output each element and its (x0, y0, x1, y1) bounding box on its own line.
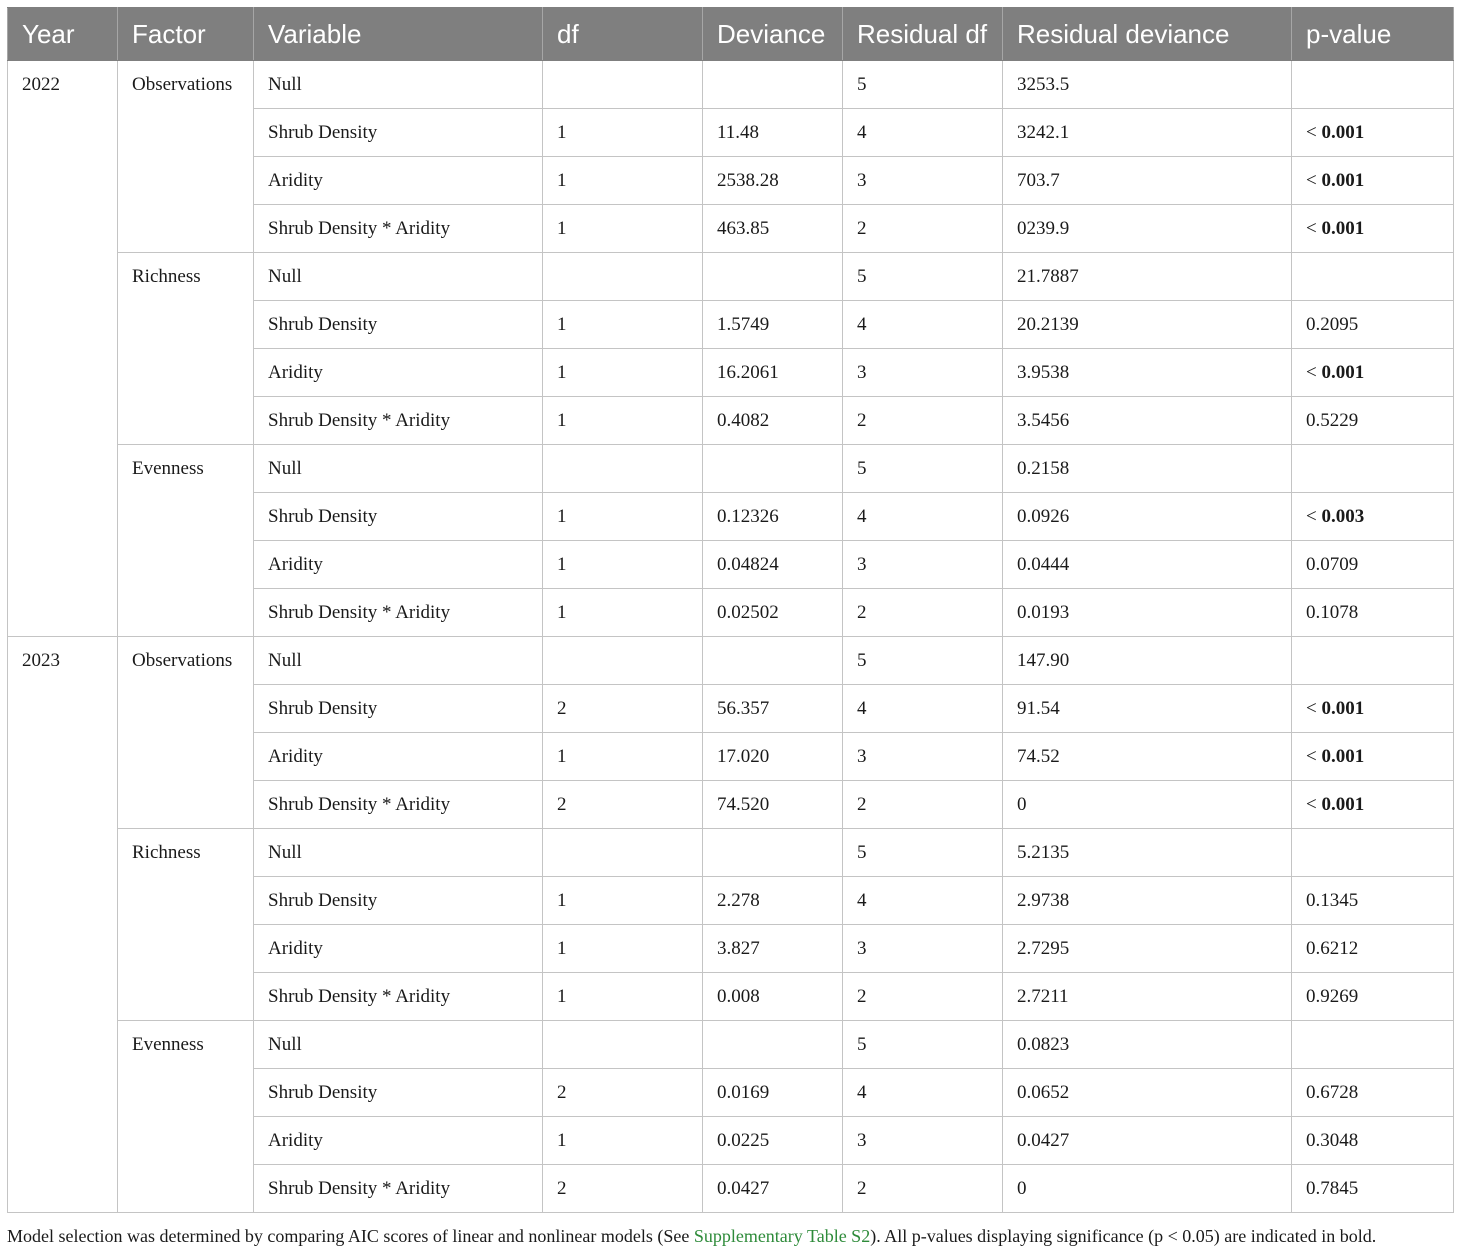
deviance-cell (703, 445, 843, 493)
variable-cell: Shrub Density (254, 877, 543, 925)
table-row (8, 637, 1454, 685)
p-value-cell: 0.1078 (1292, 589, 1454, 637)
deviance-cell: 2538.28 (703, 157, 843, 205)
variable-cell: Null (254, 61, 543, 109)
anova-table (7, 7, 1454, 1213)
less-than-sign: < (1306, 121, 1322, 143)
p-value-cell: 0.3048 (1292, 1117, 1454, 1165)
header-deviance: Deviance (703, 8, 843, 61)
deviance-cell (703, 1021, 843, 1069)
df-cell: 1 (543, 925, 703, 973)
less-than-sign: < (1306, 745, 1322, 767)
residual-df-cell: 3 (843, 157, 1003, 205)
residual-df-cell: 2 (843, 973, 1003, 1021)
residual-deviance-cell: 703.7 (1003, 157, 1292, 205)
p-value-cell (1292, 781, 1454, 829)
deviance-cell: 0.04824 (703, 541, 843, 589)
df-cell: 1 (543, 973, 703, 1021)
deviance-cell: 0.0427 (703, 1165, 843, 1213)
deviance-cell: 0.4082 (703, 397, 843, 445)
variable-cell: Shrub Density * Aridity (254, 973, 543, 1021)
residual-deviance-cell: 2.9738 (1003, 877, 1292, 925)
deviance-cell: 3.827 (703, 925, 843, 973)
p-value-cell: 0.0709 (1292, 541, 1454, 589)
p-value-significant: 0.001 (1321, 217, 1365, 239)
header-residual-deviance: Residual deviance (1003, 8, 1292, 61)
residual-deviance-cell: 3.5456 (1003, 397, 1292, 445)
p-value-significant: 0.001 (1321, 745, 1365, 767)
p-value-cell (1292, 445, 1454, 493)
df-cell: 1 (543, 349, 703, 397)
residual-df-cell: 4 (843, 877, 1003, 925)
table-row (8, 829, 1454, 877)
variable-cell: Shrub Density (254, 685, 543, 733)
deviance-cell: 463.85 (703, 205, 843, 253)
residual-df-cell: 3 (843, 733, 1003, 781)
deviance-cell (703, 61, 843, 109)
residual-deviance-cell: 0.0652 (1003, 1069, 1292, 1117)
factor-cell: Richness (118, 829, 254, 1021)
residual-deviance-cell: 0.0926 (1003, 493, 1292, 541)
residual-df-cell: 5 (843, 637, 1003, 685)
header-factor: Factor (118, 8, 254, 61)
p-value-significant: 0.003 (1321, 505, 1365, 527)
df-cell (543, 637, 703, 685)
header-df: df (543, 8, 703, 61)
less-than-sign: < (1306, 793, 1322, 815)
less-than-sign: < (1306, 697, 1322, 719)
deviance-cell: 16.2061 (703, 349, 843, 397)
variable-cell: Aridity (254, 157, 543, 205)
residual-deviance-cell: 5.2135 (1003, 829, 1292, 877)
deviance-cell: 0.02502 (703, 589, 843, 637)
df-cell: 2 (543, 1165, 703, 1213)
p-value-significant: 0.001 (1321, 121, 1365, 143)
df-cell (543, 61, 703, 109)
variable-cell: Null (254, 1021, 543, 1069)
p-value-cell (1292, 253, 1454, 301)
p-value-cell (1292, 493, 1454, 541)
table-body (8, 61, 1454, 1213)
header-residual-df: Residual df (843, 8, 1003, 61)
variable-cell: Shrub Density * Aridity (254, 781, 543, 829)
variable-cell: Aridity (254, 925, 543, 973)
residual-df-cell: 2 (843, 781, 1003, 829)
p-value-significant: 0.001 (1321, 361, 1365, 383)
df-cell: 2 (543, 685, 703, 733)
residual-deviance-cell: 2.7211 (1003, 973, 1292, 1021)
p-value-cell (1292, 109, 1454, 157)
residual-df-cell: 2 (843, 397, 1003, 445)
less-than-sign: < (1306, 169, 1322, 191)
residual-deviance-cell: 3253.5 (1003, 61, 1292, 109)
variable-cell: Shrub Density (254, 1069, 543, 1117)
anova-table-container (7, 7, 1453, 1213)
factor-cell: Observations (118, 637, 254, 829)
residual-df-cell: 5 (843, 61, 1003, 109)
residual-deviance-cell: 0 (1003, 781, 1292, 829)
residual-deviance-cell: 3242.1 (1003, 109, 1292, 157)
df-cell: 1 (543, 1117, 703, 1165)
deviance-cell: 0.0169 (703, 1069, 843, 1117)
header-year: Year (8, 8, 118, 61)
residual-df-cell: 3 (843, 541, 1003, 589)
deviance-cell: 0.12326 (703, 493, 843, 541)
p-value-significant: 0.001 (1321, 169, 1365, 191)
residual-df-cell: 3 (843, 349, 1003, 397)
df-cell: 1 (543, 493, 703, 541)
table-row (8, 61, 1454, 109)
df-cell (543, 829, 703, 877)
deviance-cell: 0.008 (703, 973, 843, 1021)
residual-df-cell: 2 (843, 589, 1003, 637)
variable-cell: Aridity (254, 541, 543, 589)
df-cell: 1 (543, 301, 703, 349)
p-value-cell (1292, 205, 1454, 253)
deviance-cell: 17.020 (703, 733, 843, 781)
header-variable: Variable (254, 8, 543, 61)
df-cell: 2 (543, 781, 703, 829)
residual-deviance-cell: 0239.9 (1003, 205, 1292, 253)
df-cell: 1 (543, 205, 703, 253)
p-value-cell (1292, 733, 1454, 781)
residual-deviance-cell: 74.52 (1003, 733, 1292, 781)
residual-deviance-cell: 21.7887 (1003, 253, 1292, 301)
less-than-sign: < (1306, 505, 1322, 527)
df-cell: 1 (543, 397, 703, 445)
variable-cell: Shrub Density (254, 493, 543, 541)
factor-cell: Richness (118, 253, 254, 445)
df-cell (543, 1021, 703, 1069)
residual-df-cell: 4 (843, 301, 1003, 349)
variable-cell: Null (254, 445, 543, 493)
deviance-cell (703, 637, 843, 685)
p-value-cell (1292, 1021, 1454, 1069)
p-value-significant: 0.001 (1321, 793, 1365, 815)
table-header (8, 8, 1454, 61)
p-value-cell (1292, 829, 1454, 877)
residual-deviance-cell: 3.9538 (1003, 349, 1292, 397)
p-value-cell: 0.2095 (1292, 301, 1454, 349)
variable-cell: Null (254, 829, 543, 877)
residual-df-cell: 4 (843, 109, 1003, 157)
table-row (8, 253, 1454, 301)
table-footnote (7, 1226, 1376, 1247)
header-row (8, 8, 1454, 61)
p-value-cell: 0.9269 (1292, 973, 1454, 1021)
residual-df-cell: 2 (843, 1165, 1003, 1213)
residual-deviance-cell: 0.0823 (1003, 1021, 1292, 1069)
footnote-text-before: Model selection was determined by comparing AIC scores of linear and nonlinear models (See (7, 1226, 694, 1246)
df-cell: 1 (543, 733, 703, 781)
residual-df-cell: 5 (843, 1021, 1003, 1069)
df-cell: 1 (543, 877, 703, 925)
df-cell: 1 (543, 541, 703, 589)
factor-cell: Observations (118, 61, 254, 253)
residual-deviance-cell: 0.0193 (1003, 589, 1292, 637)
df-cell: 1 (543, 157, 703, 205)
less-than-sign: < (1306, 361, 1322, 383)
residual-df-cell: 5 (843, 445, 1003, 493)
residual-df-cell: 4 (843, 493, 1003, 541)
p-value-cell: 0.5229 (1292, 397, 1454, 445)
residual-deviance-cell: 0.0444 (1003, 541, 1292, 589)
deviance-cell: 1.5749 (703, 301, 843, 349)
residual-df-cell: 2 (843, 205, 1003, 253)
p-value-cell (1292, 61, 1454, 109)
supplementary-table-link[interactable]: Supplementary Table S2 (693, 1226, 871, 1246)
residual-deviance-cell: 91.54 (1003, 685, 1292, 733)
factor-cell: Evenness (118, 445, 254, 637)
p-value-cell (1292, 637, 1454, 685)
residual-deviance-cell: 147.90 (1003, 637, 1292, 685)
p-value-cell: 0.6728 (1292, 1069, 1454, 1117)
df-cell: 1 (543, 589, 703, 637)
header-p-value: p-value (1292, 8, 1454, 61)
residual-df-cell: 3 (843, 1117, 1003, 1165)
residual-df-cell: 4 (843, 1069, 1003, 1117)
variable-cell: Null (254, 253, 543, 301)
residual-deviance-cell: 0.0427 (1003, 1117, 1292, 1165)
deviance-cell (703, 253, 843, 301)
variable-cell: Shrub Density * Aridity (254, 205, 543, 253)
p-value-cell (1292, 349, 1454, 397)
variable-cell: Aridity (254, 733, 543, 781)
variable-cell: Shrub Density (254, 109, 543, 157)
df-cell: 1 (543, 109, 703, 157)
residual-df-cell: 3 (843, 925, 1003, 973)
df-cell (543, 445, 703, 493)
p-value-cell (1292, 157, 1454, 205)
residual-deviance-cell: 0 (1003, 1165, 1292, 1213)
p-value-cell: 0.7845 (1292, 1165, 1454, 1213)
table-row (8, 445, 1454, 493)
deviance-cell: 11.48 (703, 109, 843, 157)
factor-cell: Evenness (118, 1021, 254, 1213)
year-cell: 2023 (8, 637, 118, 1213)
table-row (8, 1021, 1454, 1069)
p-value-cell (1292, 685, 1454, 733)
residual-df-cell: 5 (843, 829, 1003, 877)
deviance-cell: 2.278 (703, 877, 843, 925)
variable-cell: Shrub Density * Aridity (254, 397, 543, 445)
variable-cell: Aridity (254, 349, 543, 397)
variable-cell: Shrub Density * Aridity (254, 589, 543, 637)
p-value-significant: 0.001 (1321, 697, 1365, 719)
deviance-cell: 0.0225 (703, 1117, 843, 1165)
residual-deviance-cell: 20.2139 (1003, 301, 1292, 349)
df-cell: 2 (543, 1069, 703, 1117)
footnote-text-after: ). All p-values displaying significance (p < 0.05) are indicated in bold. (870, 1226, 1377, 1246)
df-cell (543, 253, 703, 301)
p-value-cell: 0.6212 (1292, 925, 1454, 973)
deviance-cell: 74.520 (703, 781, 843, 829)
residual-deviance-cell: 0.2158 (1003, 445, 1292, 493)
variable-cell: Shrub Density (254, 301, 543, 349)
variable-cell: Shrub Density * Aridity (254, 1165, 543, 1213)
year-cell: 2022 (8, 61, 118, 637)
residual-deviance-cell: 2.7295 (1003, 925, 1292, 973)
less-than-sign: < (1306, 217, 1322, 239)
deviance-cell (703, 829, 843, 877)
variable-cell: Null (254, 637, 543, 685)
deviance-cell: 56.357 (703, 685, 843, 733)
p-value-cell: 0.1345 (1292, 877, 1454, 925)
residual-df-cell: 5 (843, 253, 1003, 301)
residual-df-cell: 4 (843, 685, 1003, 733)
variable-cell: Aridity (254, 1117, 543, 1165)
